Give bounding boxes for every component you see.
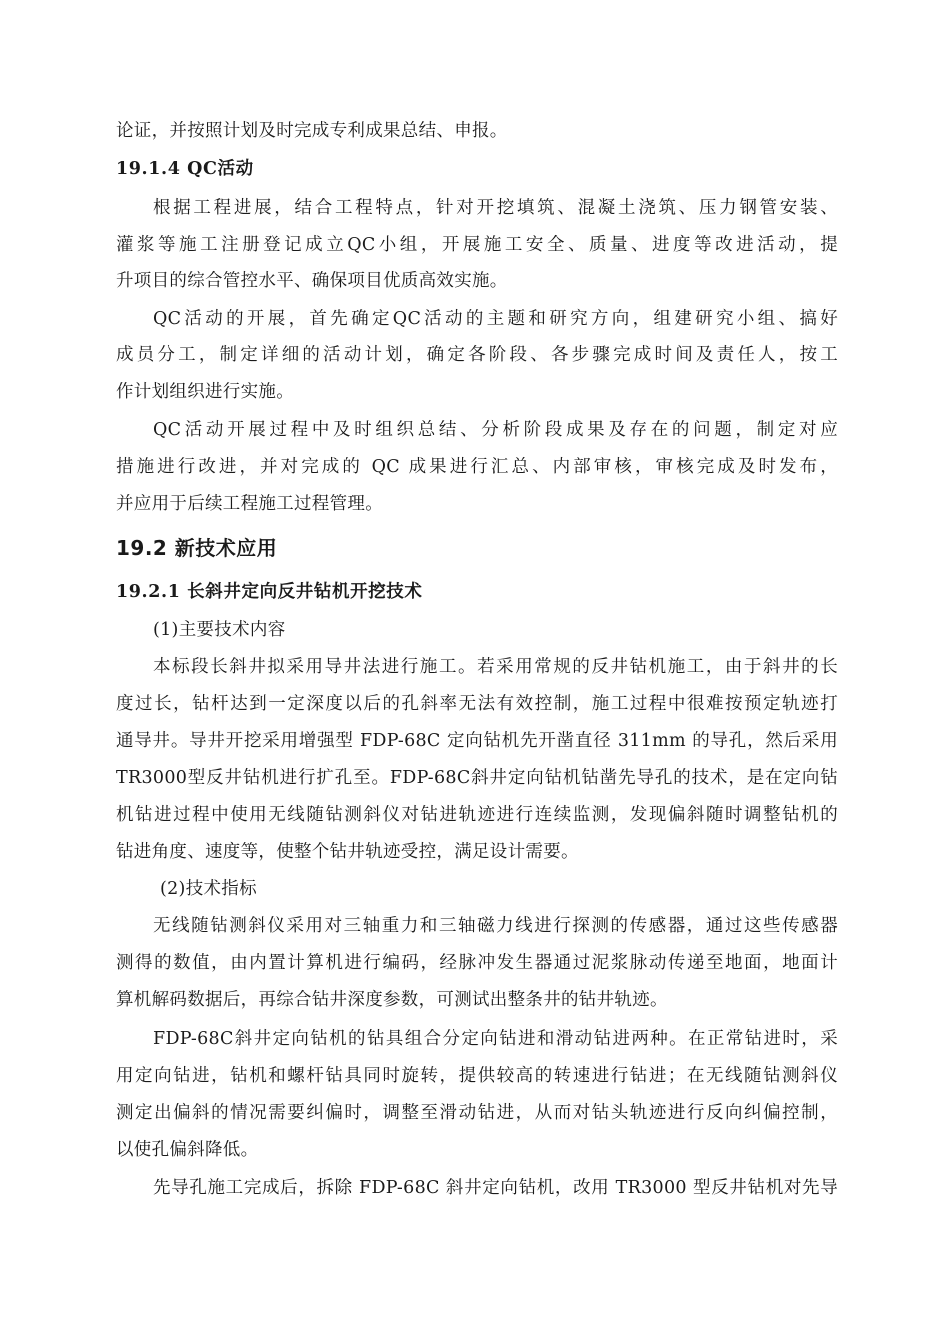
section-heading-19-2: 19.2 新技术应用 xyxy=(116,536,278,560)
paragraph-line: 机钻进过程中使用无线随钻测斜仪对钻进轨迹进行连续监测，发现偏斜随时调整钻机的 xyxy=(116,805,838,825)
paragraph-line: 论证，并按照计划及时完成专利成果总结、申报。 xyxy=(116,121,508,141)
paragraph-line: 先导孔施工完成后，拆除 FDP-68C 斜井定向钻机，改用 TR3000 型反井钻机对先导 xyxy=(153,1178,838,1198)
paragraph-line: QC活动的开展，首先确定QC活动的主题和研究方向，组建研究小组、搞好 xyxy=(153,309,838,329)
paragraph-line: 本标段长斜井拟采用导井法进行施工。若采用常规的反井钻机施工，由于斜井的长 xyxy=(153,657,838,677)
paragraph-line: 通导井。导井开挖采用增强型 FDP-68C 定向钻机先开凿直径 311mm 的导孔，然后采用 xyxy=(116,731,838,751)
item-heading-main-content: (1)主要技术内容 xyxy=(153,620,286,640)
paragraph-line: 灌浆等施工注册登记成立QC小组，开展施工安全、质量、进度等改进活动，提 xyxy=(116,235,838,255)
paragraph-line: 以使孔偏斜降低。 xyxy=(116,1140,259,1160)
item-heading-technical-indicators: (2)技术指标 xyxy=(160,879,257,899)
paragraph-line: 并应用于后续工程施工过程管理。 xyxy=(116,494,383,514)
paragraph-line: 度过长，钻杆达到一定深度以后的孔斜率无法有效控制，施工过程中很难按预定轨迹打 xyxy=(116,694,838,714)
paragraph-line: 测得的数值，由内置计算机进行编码，经脉冲发生器通过泥浆脉动传递至地面，地面计 xyxy=(116,953,838,973)
section-heading-19-1-4: 19.1.4 QC活动 xyxy=(116,159,254,179)
paragraph-line: 作计划组织进行实施。 xyxy=(116,382,294,402)
paragraph-line: 钻进角度、速度等，使整个钻井轨迹受控，满足设计需要。 xyxy=(116,842,579,862)
paragraph-line: 措施进行改进，并对完成的 QC 成果进行汇总、内部审核，审核完成及时发布， xyxy=(116,457,838,477)
subsection-heading-19-2-1: 19.2.1 长斜井定向反井钻机开挖技术 xyxy=(116,582,423,602)
paragraph-line: 升项目的综合管控水平、确保项目优质高效实施。 xyxy=(116,271,508,291)
paragraph-line: QC活动开展过程中及时组织总结、分析阶段成果及存在的问题，制定对应 xyxy=(153,420,838,440)
paragraph-line: 成员分工，制定详细的活动计划，确定各阶段、各步骤完成时间及责任人，按工 xyxy=(116,345,838,365)
paragraph-line: 无线随钻测斜仪采用对三轴重力和三轴磁力线进行探测的传感器，通过这些传感器 xyxy=(153,916,838,936)
paragraph-line: 算机解码数据后，再综合钻井深度参数，可测试出整条井的钻井轨迹。 xyxy=(116,990,668,1010)
paragraph-line: 用定向钻进，钻机和螺杆钻具同时旋转，提供较高的转速进行钻进；在无线随钻测斜仪 xyxy=(116,1066,838,1086)
paragraph-line: FDP-68C斜井定向钻机的钻具组合分定向钻进和滑动钻进两种。在正常钻进时，采 xyxy=(153,1029,838,1049)
paragraph-line: TR3000型反井钻机进行扩孔至。FDP-68C斜井定向钻机钻凿先导孔的技术，是在定向钻 xyxy=(116,768,838,788)
paragraph-line: 测定出偏斜的情况需要纠偏时，调整至滑动钻进，从而对钻头轨迹进行反向纠偏控制， xyxy=(116,1103,838,1123)
paragraph-line: 根据工程进展，结合工程特点，针对开挖填筑、混凝土浇筑、压力钢管安装、 xyxy=(153,198,838,218)
